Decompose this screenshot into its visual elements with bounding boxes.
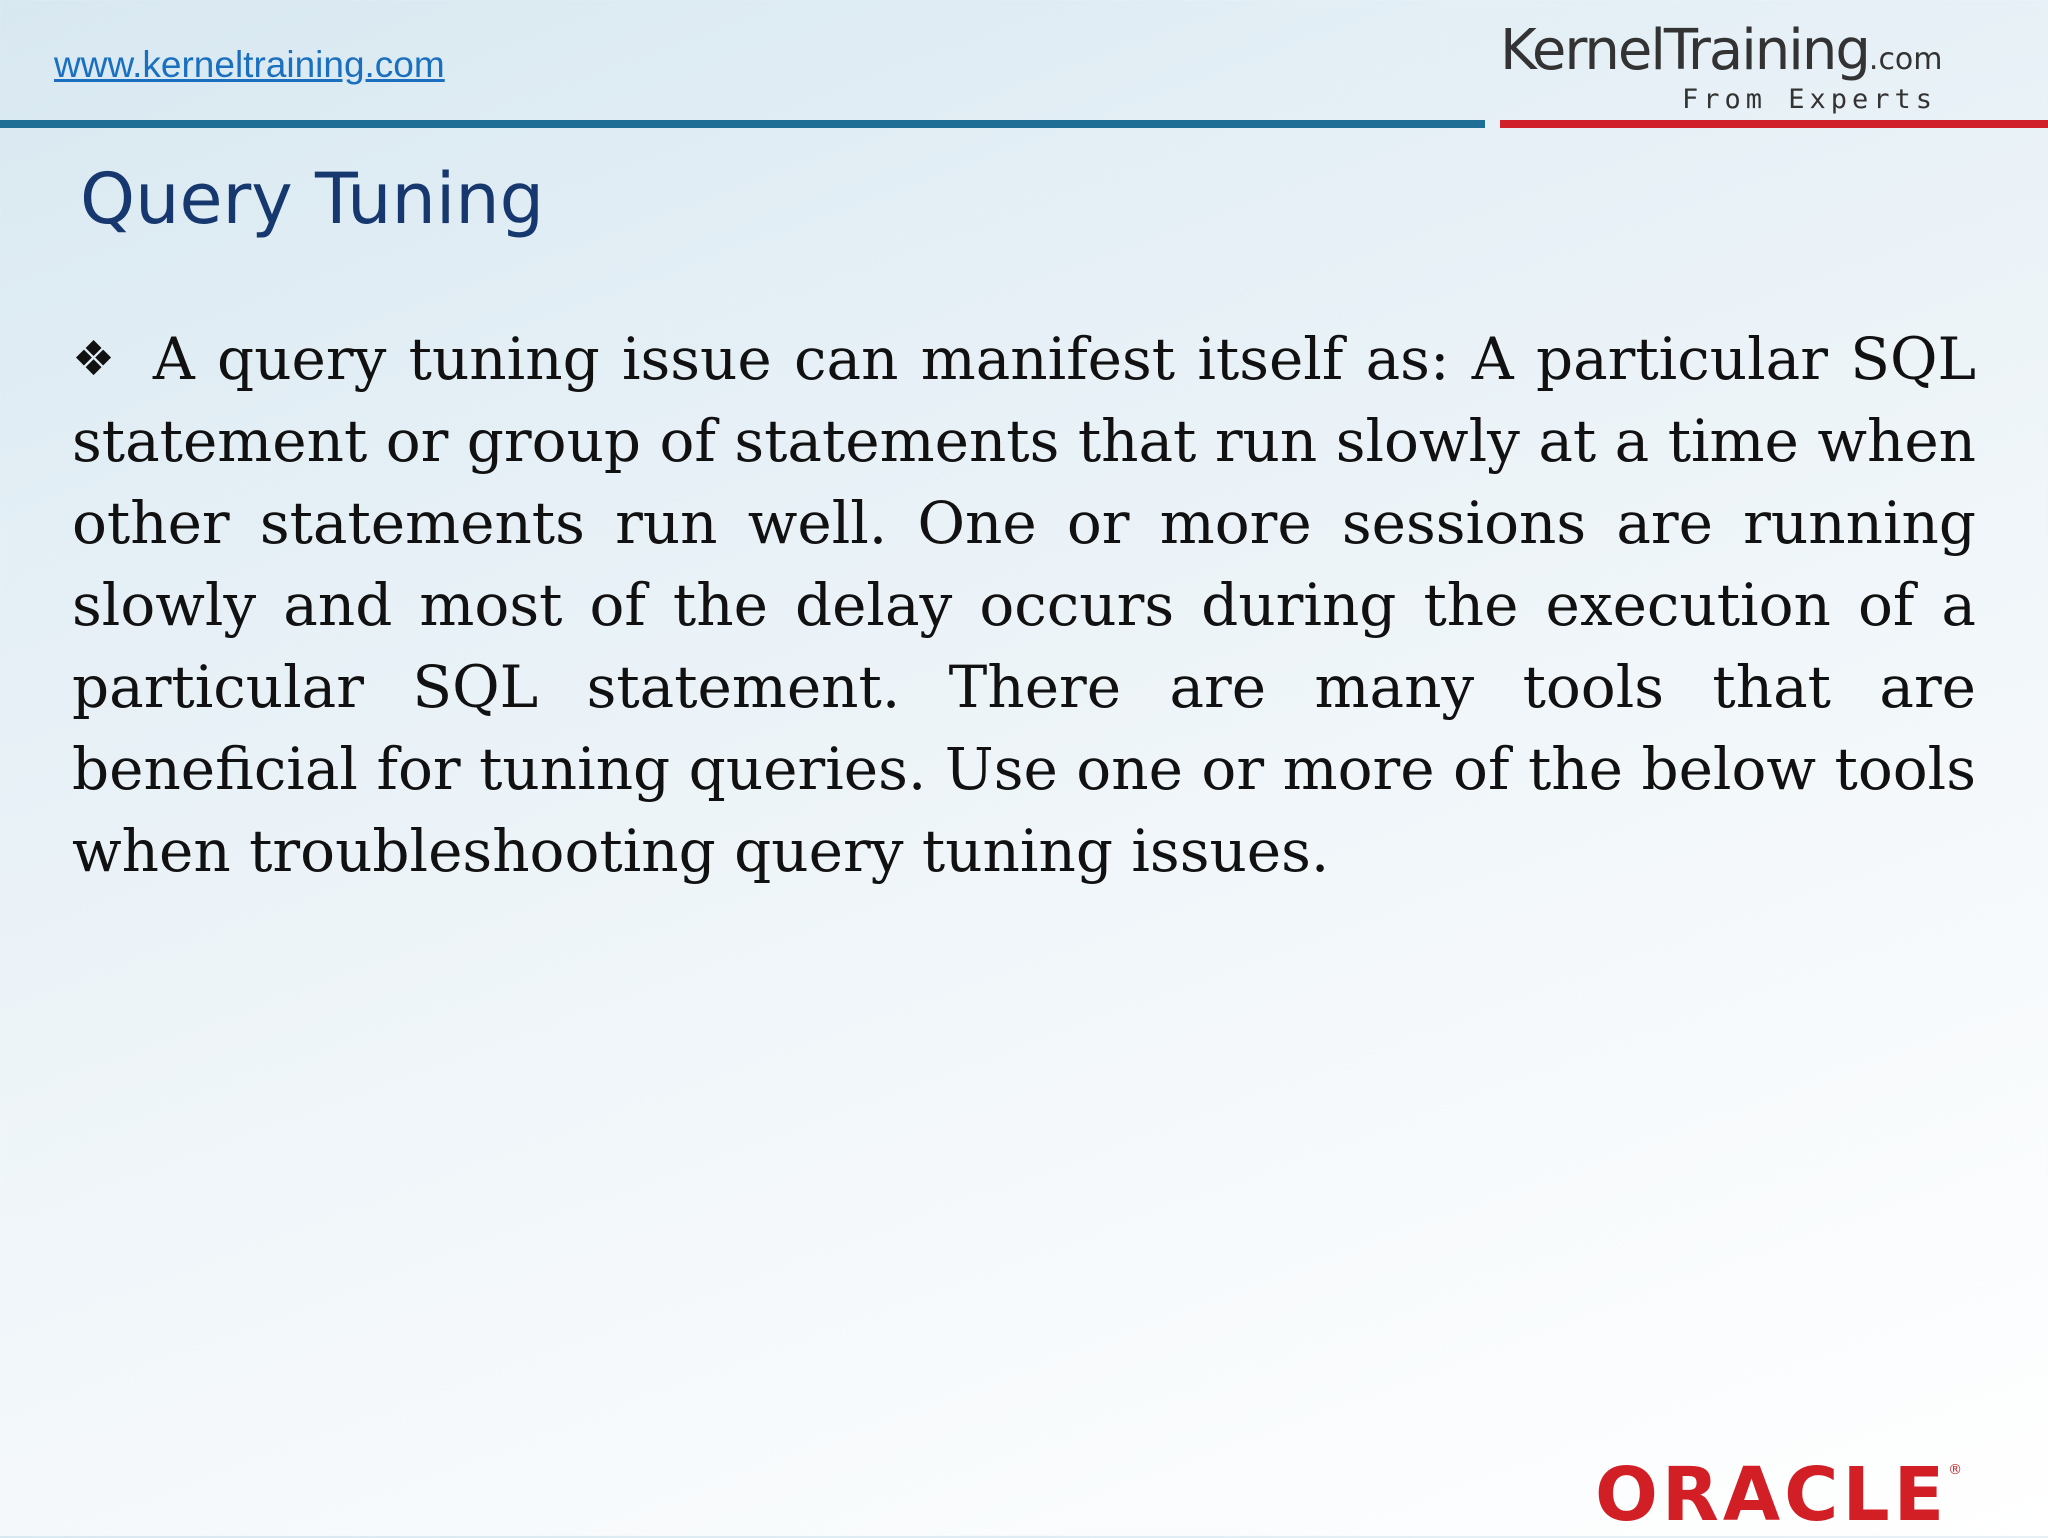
registered-mark-icon: ® xyxy=(1948,1462,1963,1478)
slide-body xyxy=(72,318,1976,892)
oracle-logo xyxy=(1595,1452,1962,1538)
body-text: A query tuning issue can manifest itself as: A particular SQL statement or group of statements that run slowly at a time when other statements run well. One or more sessions are running slowly and most of the delay occurs during the execution of a particular SQL statement. There are many tools that are beneficial for tuning queries. Use one or more of the below tools when troubleshooting query tuning issues. xyxy=(72,325,1977,885)
logo-main-text: KernelTraining xyxy=(1500,18,1869,83)
kerneltraining-logo xyxy=(1500,18,2030,118)
oracle-logo-text: ORACLE xyxy=(1595,1452,1949,1538)
logo-tagline: From Experts xyxy=(1682,84,1938,115)
diamond-bullet-icon: ❖ xyxy=(72,331,119,387)
slide-title: Query Tuning xyxy=(80,158,545,240)
site-link[interactable]: www.kerneltraining.com xyxy=(54,44,445,85)
logo-suffix: .com xyxy=(1868,42,1943,77)
logo-wordmark xyxy=(1500,18,1943,83)
header-rule-red xyxy=(1500,120,2048,128)
header-rule-blue xyxy=(0,120,1485,128)
